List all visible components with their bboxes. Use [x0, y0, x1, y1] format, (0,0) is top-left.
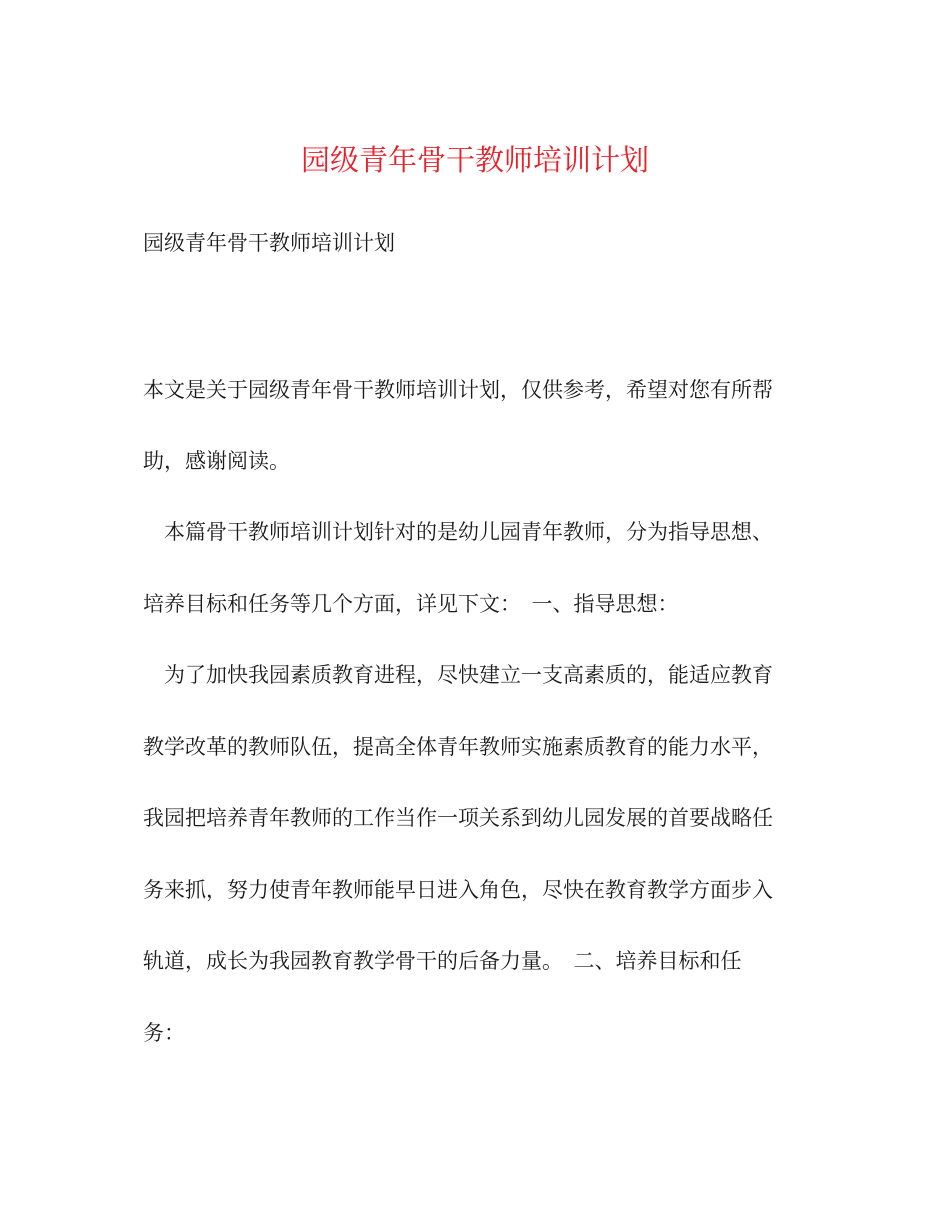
body-line-4: 培养目标和任务等几个方面，详见下文： 一、指导思想：: [143, 592, 679, 616]
body-line-6: 教学改革的教师队伍，提高全体青年教师实施素质教育的能力水平，: [143, 735, 773, 759]
body-line-5: 为了加快我园素质教育进程，尽快建立一支高素质的，能适应教育: [143, 663, 773, 687]
body-line-10: 务：: [143, 1021, 185, 1045]
document-title: 园级青年骨干教师培训计划: [300, 143, 649, 177]
body-line-2: 助，感谢阅读。: [143, 449, 290, 473]
body-line-7: 我园把培养青年教师的工作当作一项关系到幼儿园发展的首要战略任: [143, 806, 773, 830]
document-subtitle: 园级青年骨干教师培训计划: [143, 231, 395, 255]
body-line-9: 轨道，成长为我园教育教学骨干的后备力量。 二、培养目标和任: [143, 949, 742, 973]
body-line-8: 务来抓，努力使青年教师能早日进入角色，尽快在教育教学方面步入: [143, 878, 773, 902]
body-line-1: 本文是关于园级青年骨干教师培训计划，仅供参考，希望对您有所帮: [143, 378, 773, 402]
body-line-3: 本篇骨干教师培训计划针对的是幼儿园青年教师，分为指导思想、: [143, 520, 773, 544]
